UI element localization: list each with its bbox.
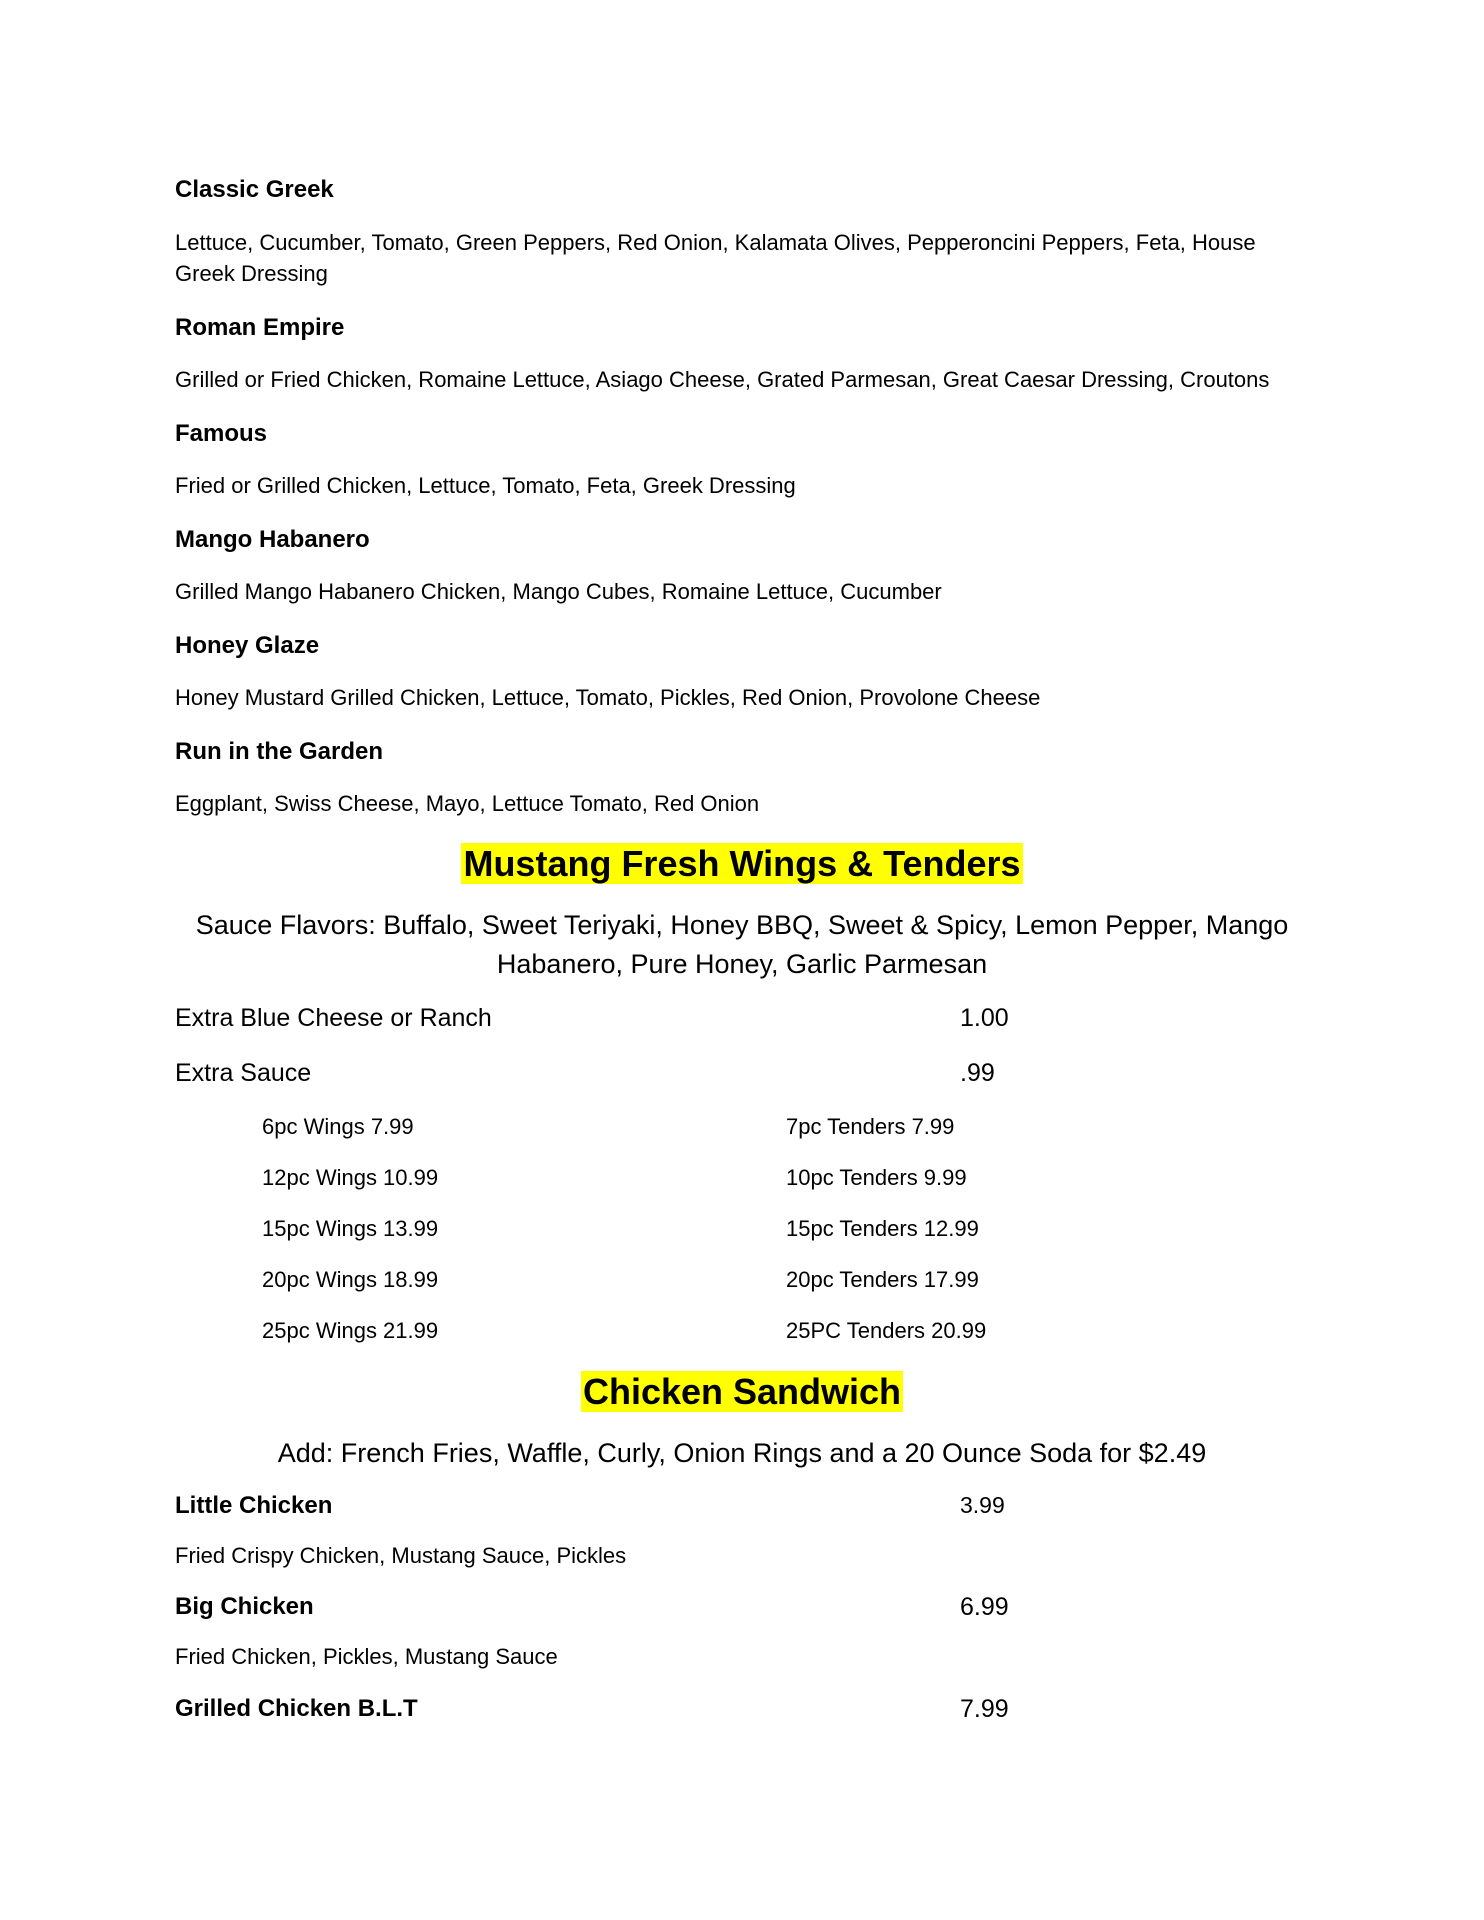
- item-desc-roman-empire: Grilled or Fried Chicken, Romaine Lettuce, Asiago Cheese, Grated Parmesan, Great Caesar Dressing, Croutons: [175, 367, 1270, 392]
- extra-blue-cheese-label: Extra Blue Cheese or Ranch: [175, 1004, 492, 1032]
- item-price-grilled-chicken-blt: 7.99: [960, 1695, 1009, 1723]
- tender-option: 10pc Tenders 9.99: [786, 1165, 967, 1190]
- extra-blue-cheese-price: 1.00: [960, 1004, 1009, 1032]
- item-desc-classic-greek-line1: Lettuce, Cucumber, Tomato, Green Peppers, Red Onion, Kalamata Olives, Pepperoncini Peppers, Feta, House: [175, 230, 1256, 255]
- wing-option: 20pc Wings 18.99: [262, 1267, 439, 1292]
- section-title-sandwich: [0, 1371, 1484, 1413]
- item-desc-big-chicken: Fried Chicken, Pickles, Mustang Sauce: [175, 1644, 558, 1669]
- section-title-sandwich-text: Chicken Sandwich: [582, 1371, 902, 1412]
- item-desc-mango-habanero: Grilled Mango Habanero Chicken, Mango Cubes, Romaine Lettuce, Cucumber: [175, 579, 942, 604]
- item-name-grilled-chicken-blt: Grilled Chicken B.L.T: [175, 1695, 418, 1722]
- item-name-famous: Famous: [175, 420, 268, 447]
- item-desc-honey-glaze: Honey Mustard Grilled Chicken, Lettuce, Tomato, Pickles, Red Onion, Provolone Cheese: [175, 685, 1041, 710]
- wing-option: 25pc Wings 21.99: [262, 1318, 439, 1343]
- item-name-roman-empire: Roman Empire: [175, 314, 345, 341]
- sauce-flavors: [0, 906, 1484, 984]
- item-desc-run-in-the-garden: Eggplant, Swiss Cheese, Mayo, Lettuce Tomato, Red Onion: [175, 791, 760, 816]
- item-desc-famous: Fried or Grilled Chicken, Lettuce, Tomato, Feta, Greek Dressing: [175, 473, 796, 498]
- item-desc-classic-greek-line2: Greek Dressing: [175, 261, 328, 286]
- wing-option: 12pc Wings 10.99: [262, 1165, 439, 1190]
- item-name-classic-greek: Classic Greek: [175, 176, 334, 203]
- tender-option: 25PC Tenders 20.99: [786, 1318, 987, 1343]
- tender-option: 15pc Tenders 12.99: [786, 1216, 979, 1241]
- section-title-wings-text: Mustang Fresh Wings & Tenders: [463, 843, 1021, 884]
- item-name-honey-glaze: Honey Glaze: [175, 632, 320, 659]
- item-name-little-chicken: Little Chicken: [175, 1492, 333, 1519]
- wing-option: 15pc Wings 13.99: [262, 1216, 439, 1241]
- sauce-flavors-line2: Habanero, Pure Honey, Garlic Parmesan: [496, 949, 988, 979]
- section-title-wings: [0, 843, 1484, 885]
- sauce-flavors-line1: Sauce Flavors: Buffalo, Sweet Teriyaki, Honey BBQ, Sweet & Spicy, Lemon Pepper, Mango: [195, 910, 1289, 940]
- extra-sauce-price: .99: [960, 1059, 995, 1087]
- extra-sauce-label: Extra Sauce: [175, 1059, 312, 1087]
- item-price-big-chicken: 6.99: [960, 1593, 1009, 1621]
- tender-option: 7pc Tenders 7.99: [786, 1114, 955, 1139]
- sandwich-add-on: Add: French Fries, Waffle, Curly, Onion Rings and a 20 Ounce Soda for $2.49: [277, 1438, 1207, 1468]
- item-name-mango-habanero: Mango Habanero: [175, 526, 370, 553]
- item-name-run-in-the-garden: Run in the Garden: [175, 738, 384, 765]
- item-name-big-chicken: Big Chicken: [175, 1593, 314, 1620]
- wing-option: 6pc Wings 7.99: [262, 1114, 414, 1139]
- item-desc-little-chicken: Fried Crispy Chicken, Mustang Sauce, Pickles: [175, 1543, 627, 1568]
- item-price-little-chicken: 3.99: [960, 1492, 1005, 1518]
- tender-option: 20pc Tenders 17.99: [786, 1267, 979, 1292]
